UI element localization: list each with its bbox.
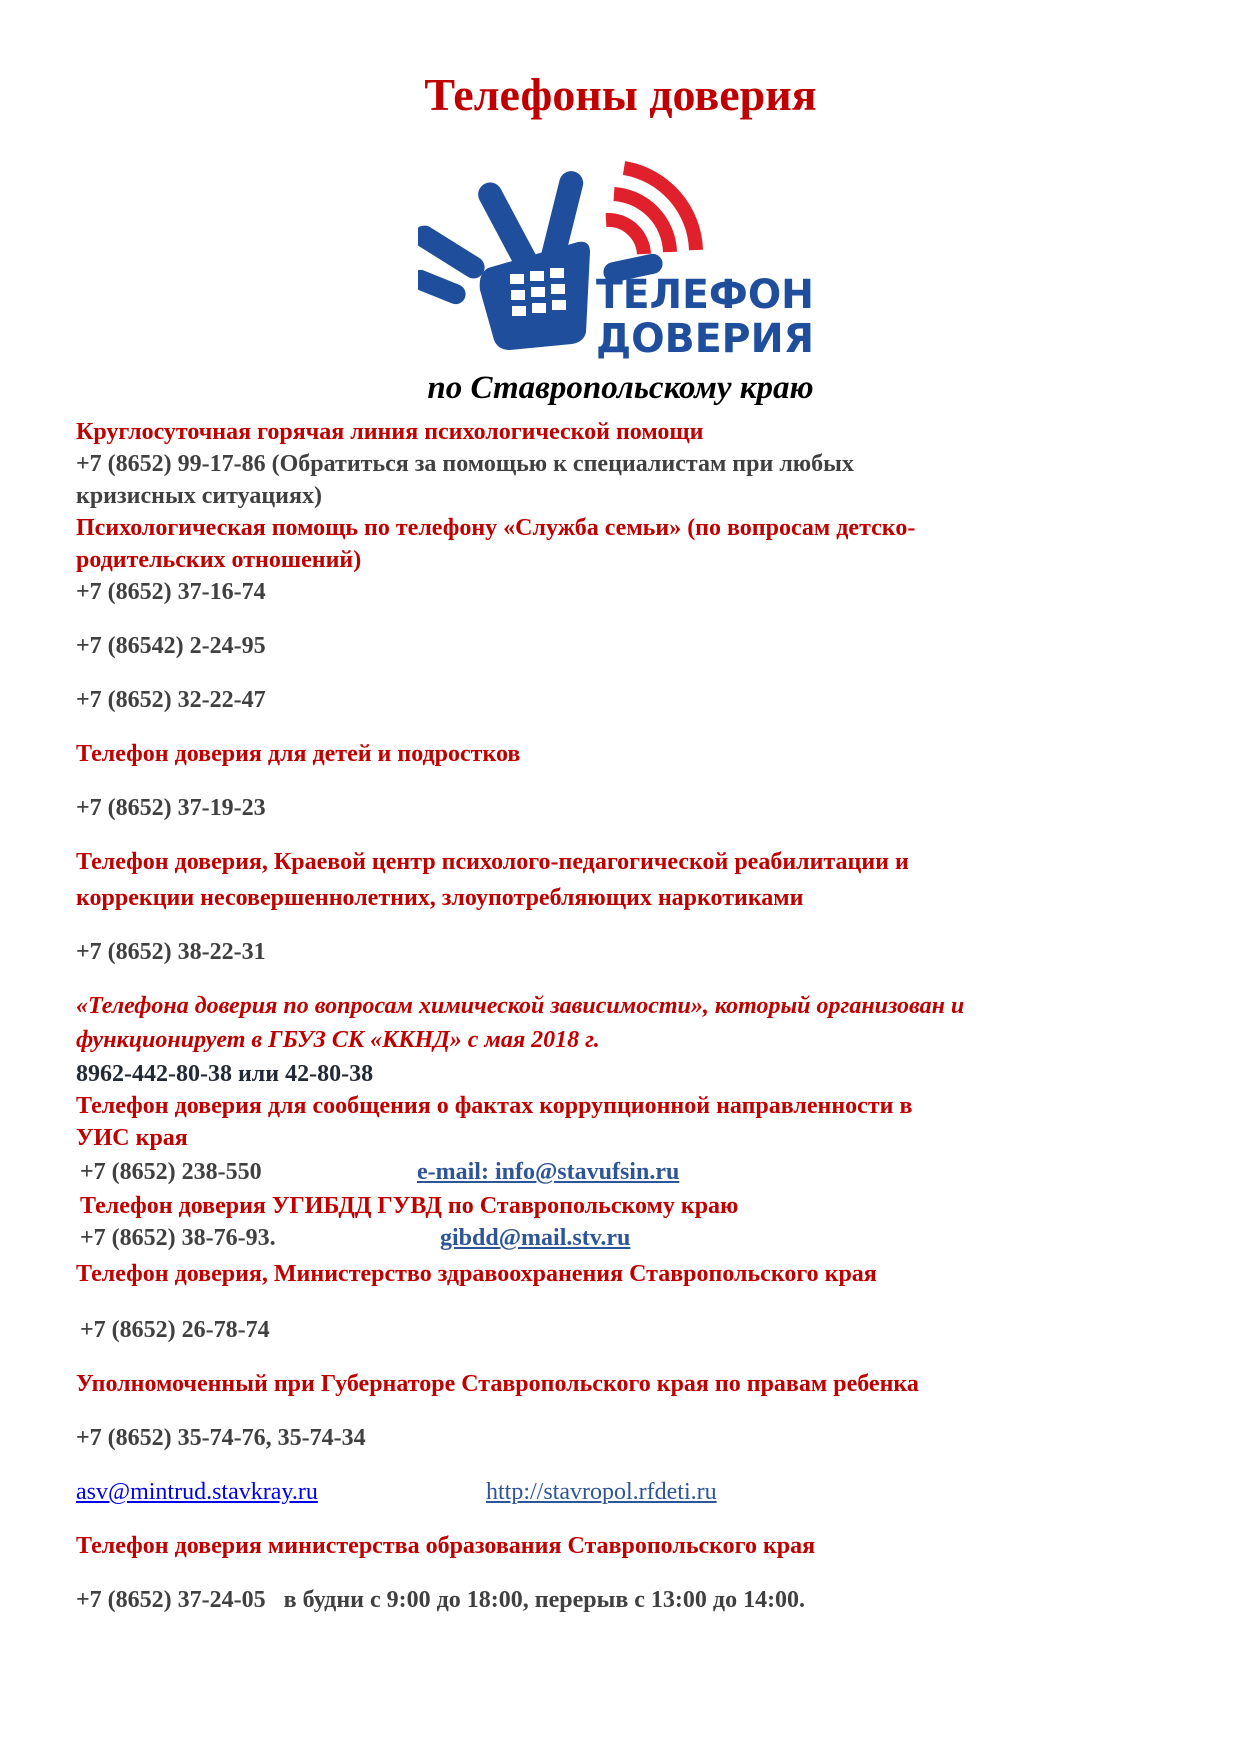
phone-number: +7 (8652) 32-22-47 bbox=[76, 687, 266, 713]
phone-number: +7 (8652) 38-22-31 bbox=[76, 939, 266, 965]
phone-note: кризисных ситуациях) bbox=[76, 483, 322, 509]
phone-line: +7 (8652) 99-17-86 (Обратиться за помощью к специалистам при любых bbox=[76, 451, 854, 477]
phone-number: +7 (8652) 37-19-23 bbox=[76, 795, 266, 821]
svg-text:ДОВЕРИЯ: ДОВЕРИЯ bbox=[596, 316, 814, 362]
section-heading: Телефон доверия министерства образования Ставропольского края bbox=[76, 1533, 816, 1559]
phone-number: +7 (8652) 26-78-74 bbox=[80, 1317, 270, 1343]
email-link-mintrud[interactable]: asv@mintrud.stavkray.ru bbox=[76, 1479, 318, 1505]
phone-number: +7 (8652) 238-550 bbox=[80, 1159, 262, 1185]
page-title: Телефоны доверия bbox=[424, 69, 817, 120]
section-heading: Телефон доверия УГИБДД ГУВД по Ставропольскому краю bbox=[80, 1193, 739, 1219]
phone-number: +7 (86542) 2-24-95 bbox=[76, 633, 266, 659]
section-heading: Психологическая помощь по телефону «Служба семьи» (по вопросам детско- bbox=[76, 515, 916, 541]
website-link-rfdeti[interactable]: http://stavropol.rfdeti.ru bbox=[486, 1479, 717, 1505]
section-heading: «Телефона доверия по вопросам химической зависимости», который организован и bbox=[76, 993, 965, 1019]
phone-number: +7 (8652) 37-24-05 в будни с 9:00 до 18:00, перерыв с 13:00 до 14:00. bbox=[76, 1587, 806, 1613]
phone-number: +7 (8652) 38-76-93. bbox=[80, 1225, 276, 1251]
section-heading: родительских отношений) bbox=[76, 547, 362, 573]
email-link-ufsin[interactable]: e-mail: info@stavufsin.ru bbox=[417, 1159, 680, 1185]
email-link-gibdd[interactable]: gibdd@mail.stv.ru bbox=[440, 1225, 631, 1251]
hand-phone-icon bbox=[418, 150, 828, 372]
section-heading: УИС края bbox=[76, 1125, 188, 1151]
subtitle: по Ставропольскому краю bbox=[427, 370, 814, 406]
phone-number: +7 (8652) 35-74-76, 35-74-34 bbox=[76, 1425, 366, 1451]
helpline-logo bbox=[418, 150, 828, 372]
phone-number: 8962-442-80-38 или 42-80-38 bbox=[76, 1061, 374, 1087]
section-heading: Телефон доверия, Краевой центр психолого-педагогической реабилитации и bbox=[76, 849, 909, 875]
section-heading: функционирует в ГБУЗ СК «ККНД» с мая 2018 г. bbox=[76, 1027, 600, 1053]
section-heading: Телефон доверия для детей и подростков bbox=[76, 741, 521, 767]
section-heading: Уполномоченный при Губернаторе Ставропольского края по правам ребенка bbox=[76, 1371, 919, 1397]
section-heading: Телефон доверия, Министерство здравоохранения Ставропольского края bbox=[76, 1261, 877, 1287]
section-heading: Круглосуточная горячая линия психологической помощи bbox=[76, 419, 704, 445]
phone-number: +7 (8652) 37-16-74 bbox=[76, 579, 266, 605]
section-heading: коррекции несовершеннолетних, злоупотребляющих наркотиками bbox=[76, 885, 804, 911]
svg-text:ТЕЛЕФОН: ТЕЛЕФОН bbox=[596, 272, 814, 318]
section-heading: Телефон доверия для сообщения о фактах коррупционной направленности в bbox=[76, 1093, 913, 1119]
